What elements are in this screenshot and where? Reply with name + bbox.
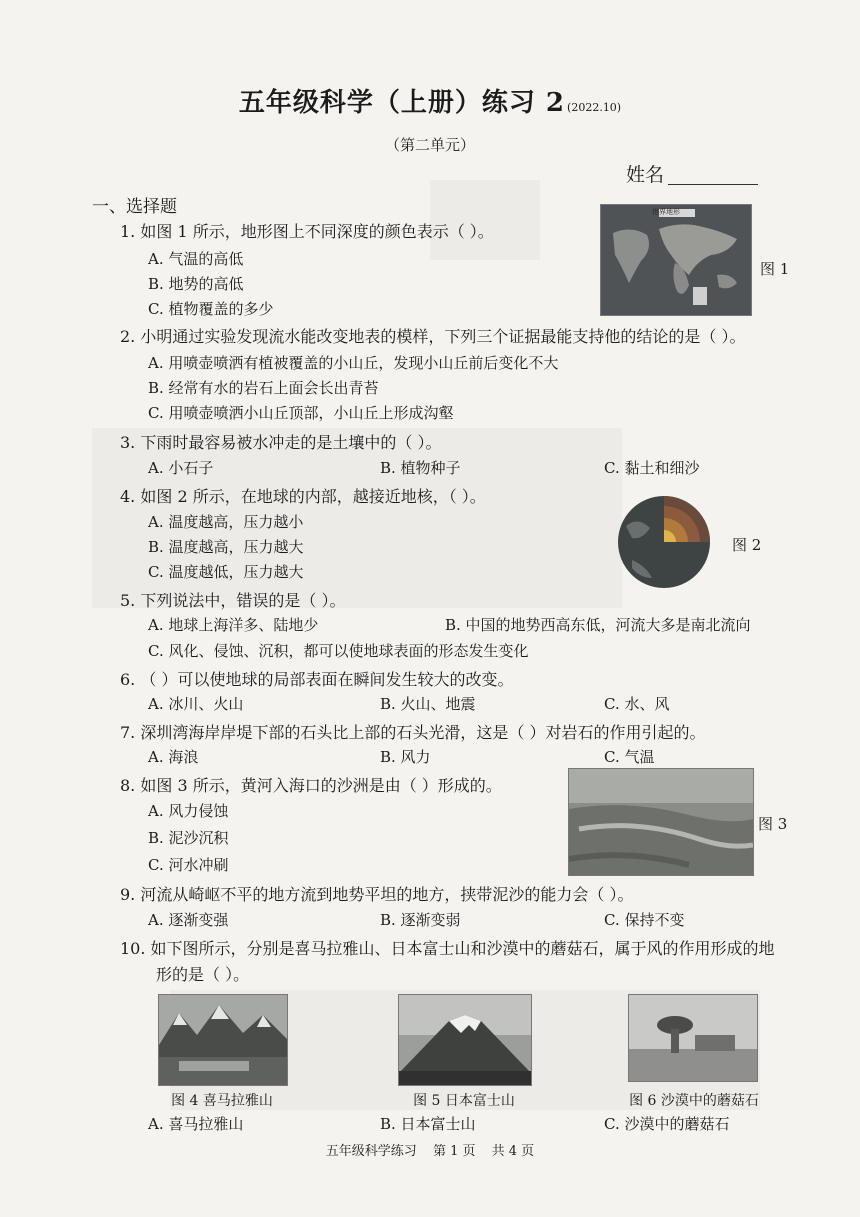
- option-a[interactable]: A. 风力侵蚀: [148, 802, 229, 820]
- yellow-river-delta-image: [568, 768, 754, 876]
- question-6: [120, 667, 513, 690]
- question-2: [120, 324, 745, 347]
- question-number: 1.: [120, 222, 136, 241]
- option-c[interactable]: C. 保持不变: [604, 911, 685, 929]
- question-text: 下雨时最容易被水冲走的是土壤中的（ ）。: [140, 433, 442, 452]
- option-b[interactable]: B. 风力: [380, 748, 431, 766]
- option-b[interactable]: B. 泥沙沉积: [148, 829, 229, 847]
- question-text: 如下图所示，分别是喜马拉雅山、日本富士山和沙漠中的蘑菇石，属于风的作用形成的地: [150, 939, 775, 958]
- option-a[interactable]: A. 用喷壶喷洒有植被覆盖的小山丘，发现小山丘前后变化不大: [148, 354, 559, 372]
- mount-fuji-image: [398, 994, 532, 1086]
- question-number: 9.: [120, 885, 136, 904]
- question-number: 4.: [120, 487, 136, 506]
- question-text: 如图 3 所示，黄河入海口的沙洲是由（ ）形成的。: [140, 776, 502, 795]
- question-text: 深圳湾海岸岸堤下部的石头比上部的石头光滑，这是（ ）对岩石的作用引起的。: [140, 723, 706, 742]
- option-b[interactable]: B. 日本富士山: [380, 1115, 476, 1133]
- option-c[interactable]: C. 用喷壶喷洒小山丘顶部，小山丘上形成沟壑: [148, 404, 454, 422]
- option-b[interactable]: B. 火山、地震: [380, 695, 476, 713]
- unit-subtitle: （第二单元）: [384, 136, 475, 154]
- question-number: 10.: [120, 939, 146, 958]
- question-text: 如图 2 所示，在地球的内部，越接近地核，（ ）。: [140, 487, 486, 506]
- option-c[interactable]: C. 风化、侵蚀、沉积，都可以使地球表面的形态发生变化: [148, 642, 529, 660]
- option-a[interactable]: A. 地球上海洋多、陆地少: [148, 616, 319, 634]
- figure-5-caption: 图 5 日本富士山: [413, 1093, 515, 1109]
- section-title: 一、选择题: [92, 197, 177, 217]
- map-inset-title: 世界地形: [652, 208, 680, 216]
- option-b[interactable]: B. 经常有水的岩石上面会长出青苔: [148, 379, 379, 397]
- question-text: 小明通过实验发现流水能改变地表的模样，下列三个证据最能支持他的结论的是（ ）。: [140, 327, 746, 346]
- question-number: 3.: [120, 433, 136, 452]
- question-3: [120, 430, 441, 453]
- footer-page-number: 第 1 页: [432, 1144, 476, 1159]
- world-topography-map-image: [600, 204, 752, 316]
- figure-1-label: 图 1: [760, 260, 790, 278]
- question-10-continued: 形的是（ ）。: [156, 965, 250, 984]
- option-b[interactable]: B. 逐渐变弱: [380, 911, 461, 929]
- option-b[interactable]: B. 地势的高低: [148, 275, 244, 293]
- option-a[interactable]: A. 气温的高低: [148, 250, 244, 268]
- question-8: [120, 773, 502, 796]
- figure-6-caption: 图 6 沙漠中的蘑菇石: [629, 1093, 759, 1109]
- earth-interior-image: [612, 490, 722, 590]
- figure-3-label: 图 3: [758, 815, 788, 833]
- question-9: [120, 882, 633, 905]
- option-c[interactable]: C. 黏土和细沙: [604, 459, 700, 477]
- question-number: 5.: [120, 591, 136, 610]
- option-a[interactable]: A. 逐渐变强: [148, 911, 229, 929]
- option-c[interactable]: C. 气温: [604, 748, 655, 766]
- option-c[interactable]: C. 河水冲刷: [148, 856, 229, 874]
- option-b[interactable]: B. 中国的地势西高东低，河流大多是南北流向: [445, 616, 751, 634]
- question-1: [120, 219, 494, 242]
- question-number: 7.: [120, 723, 136, 742]
- question-number: 6.: [120, 670, 136, 689]
- option-c[interactable]: C. 水、风: [604, 695, 670, 713]
- title-date: (2022.10): [567, 101, 622, 114]
- mushroom-rock-image: [628, 994, 758, 1082]
- question-number: 8.: [120, 776, 136, 795]
- footer-total-pages: 共 4 页: [491, 1144, 535, 1159]
- question-text: （ ）可以使地球的局部表面在瞬间发生较大的改变。: [140, 670, 514, 689]
- footer-subject: 五年级科学练习: [325, 1144, 417, 1159]
- option-a[interactable]: A. 温度越高，压力越小: [148, 513, 304, 531]
- option-a[interactable]: A. 喜马拉雅山: [148, 1115, 244, 1133]
- question-number: 2.: [120, 327, 136, 346]
- question-7: [120, 720, 705, 743]
- option-c[interactable]: C. 温度越低，压力越大: [148, 563, 304, 581]
- option-b[interactable]: B. 温度越高，压力越大: [148, 538, 304, 556]
- title-text: 五年级科学（上册）练习 2: [238, 88, 566, 118]
- question-4: [120, 484, 486, 507]
- question-text: 下列说法中，错误的是（ ）。: [140, 591, 346, 610]
- question-10: [120, 936, 775, 959]
- option-a[interactable]: A. 冰川、火山: [148, 695, 244, 713]
- figure-2-label: 图 2: [732, 536, 762, 554]
- option-a[interactable]: A. 海浪: [148, 748, 199, 766]
- option-b[interactable]: B. 植物种子: [380, 459, 461, 477]
- option-c[interactable]: C. 沙漠中的蘑菇石: [604, 1115, 730, 1133]
- question-text: 河流从崎岖不平的地方流到地势平坦的地方，挟带泥沙的能力会（ ）。: [140, 885, 634, 904]
- himalaya-image: [158, 994, 288, 1086]
- page-title: [0, 82, 860, 119]
- name-label: 姓名: [626, 164, 665, 186]
- option-a[interactable]: A. 小石子: [148, 459, 214, 477]
- figure-4-caption: 图 4 喜马拉雅山: [171, 1093, 273, 1109]
- question-text: 如图 1 所示，地形图上不同深度的颜色表示（ ）。: [140, 222, 494, 241]
- question-5: [120, 588, 345, 611]
- page-footer: [0, 1140, 860, 1159]
- name-blank-line[interactable]: [668, 184, 758, 185]
- option-c[interactable]: C. 植物覆盖的多少: [148, 300, 274, 318]
